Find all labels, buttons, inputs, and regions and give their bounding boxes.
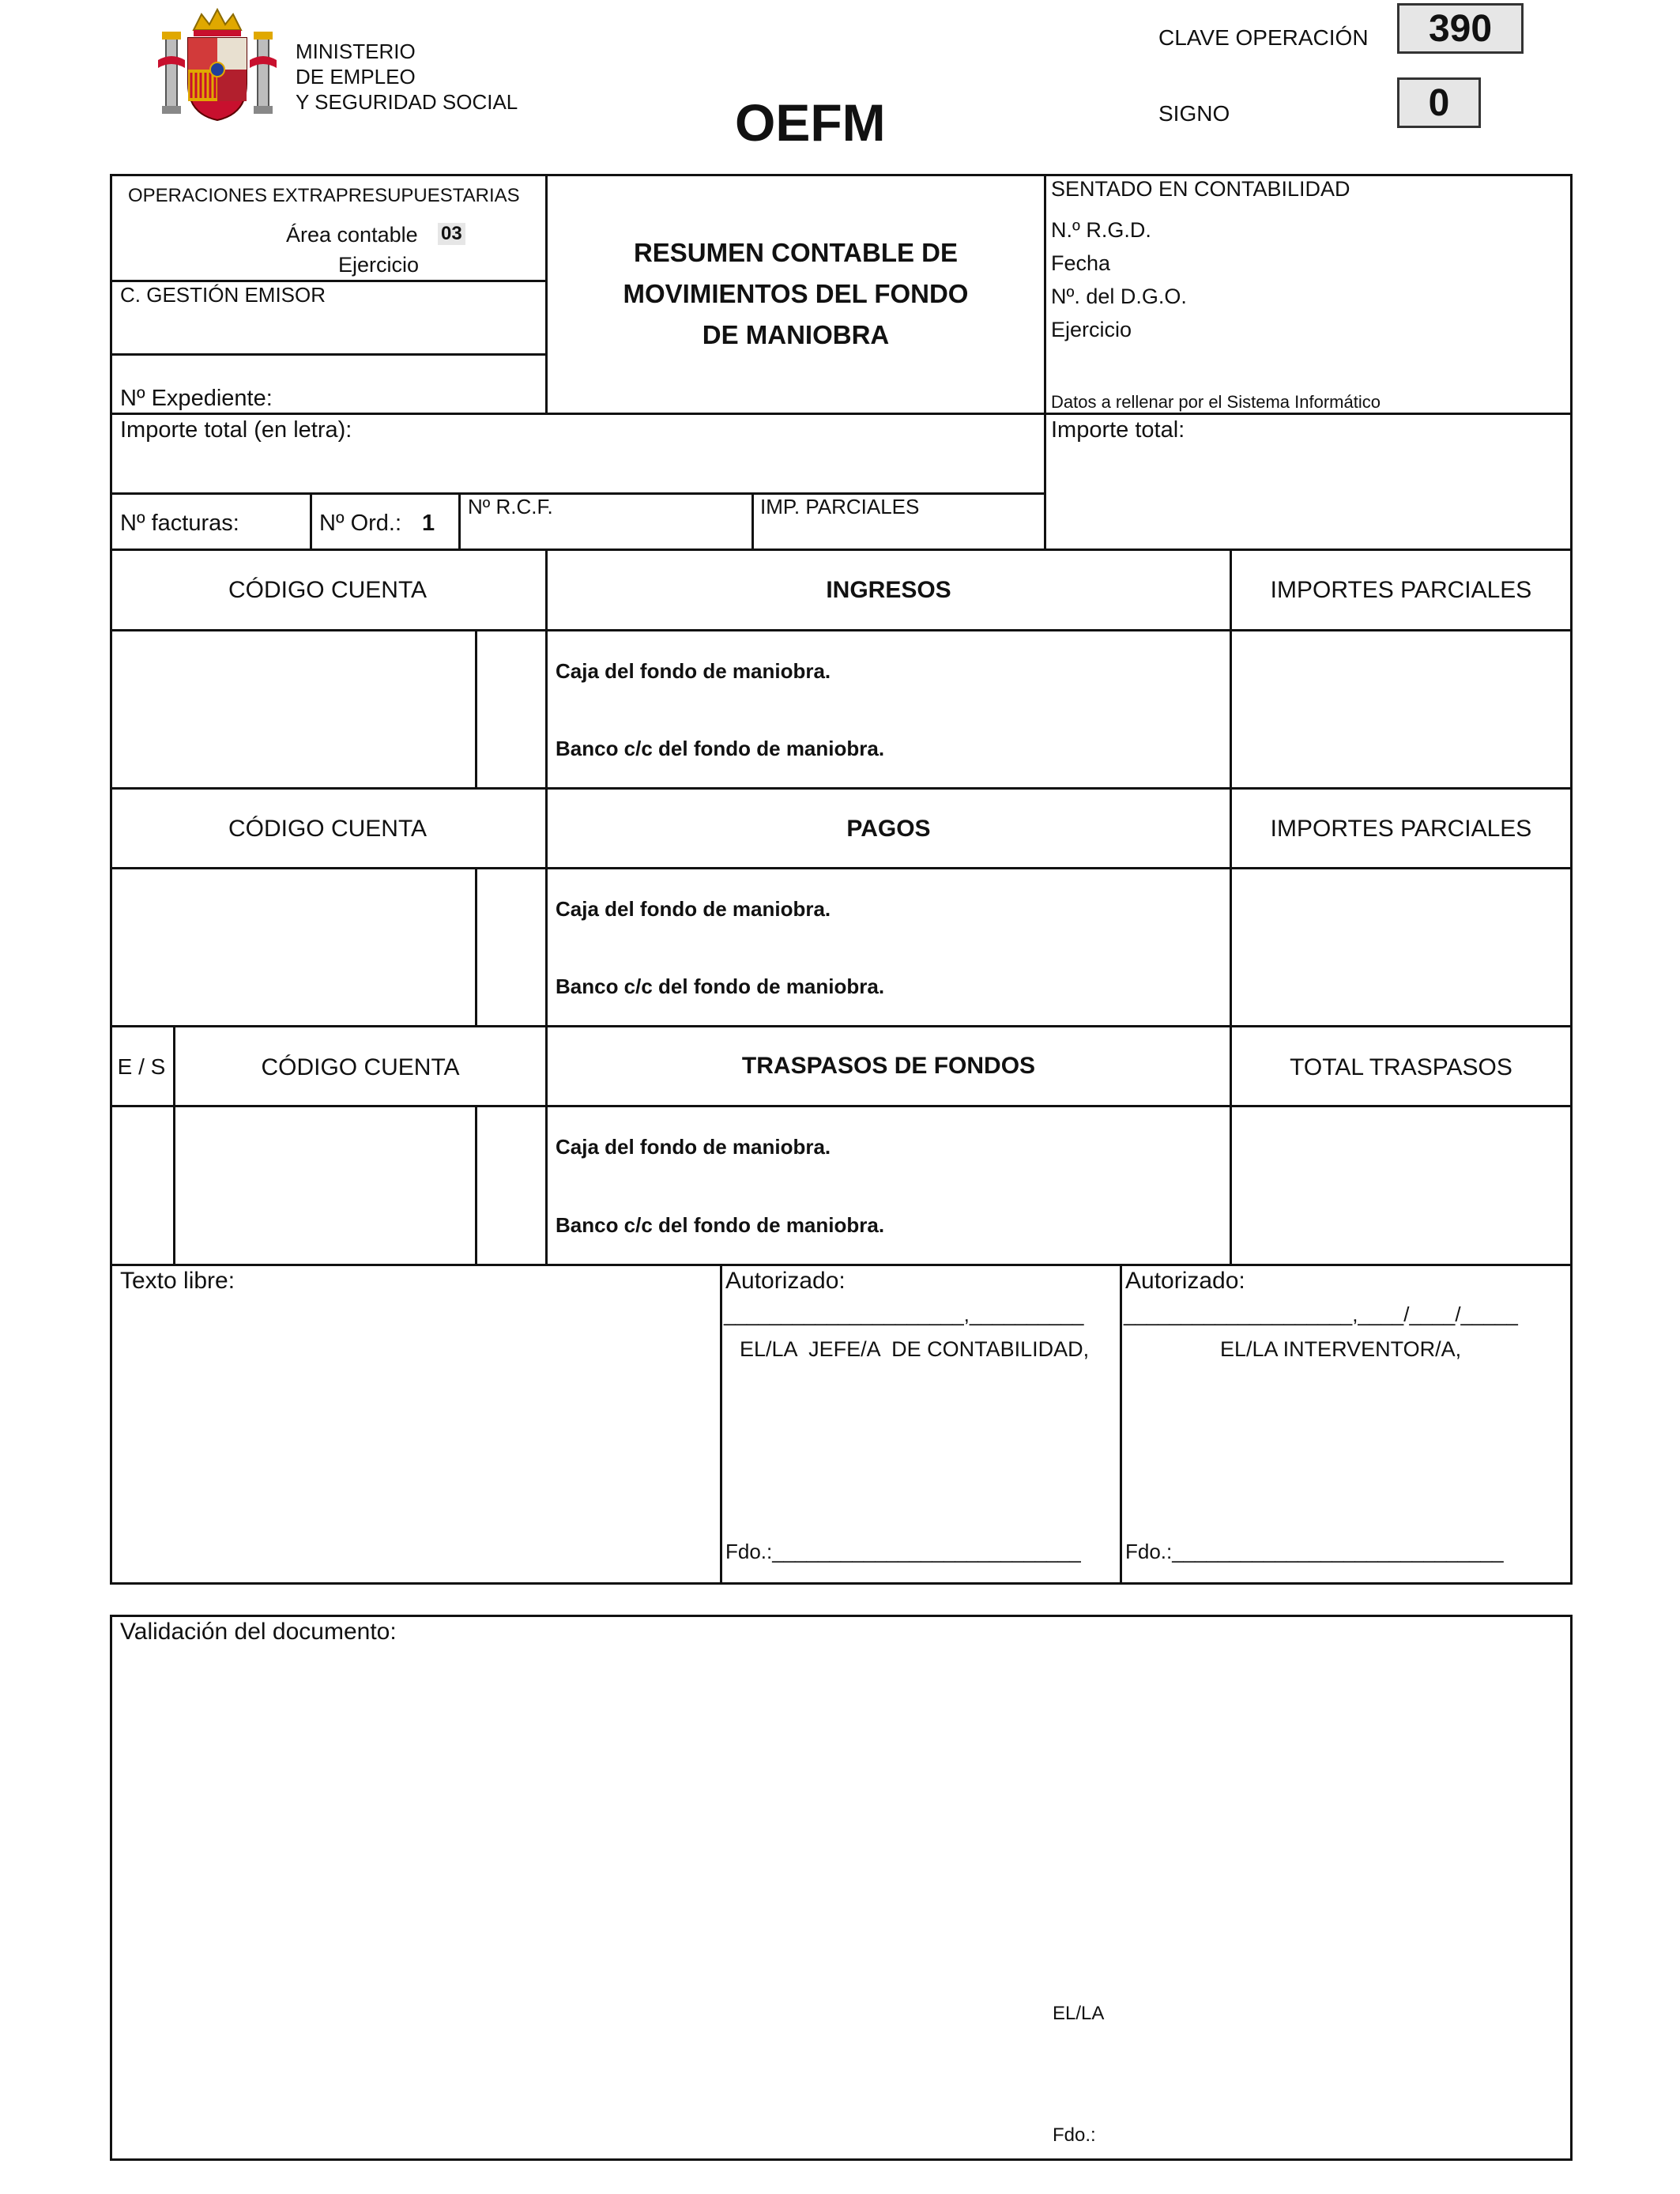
- ingresos-codigo-header: CÓDIGO CUENTA: [228, 577, 428, 603]
- traspasos-es-header: E / S: [117, 1054, 166, 1079]
- ingresos-row-caja: Caja del fondo de maniobra.: [556, 659, 831, 683]
- traspasos-header: TRASPASOS DE FONDOS: [741, 1053, 1036, 1079]
- coat-of-arms-icon: [158, 5, 277, 123]
- autorizado-1-line: _____________________,__________: [724, 1302, 1084, 1326]
- importe-total-label: Importe total:: [1051, 417, 1185, 443]
- form-title-line-1: RESUMEN CONTABLE DE: [633, 238, 959, 267]
- pagos-codigo-header: CÓDIGO CUENTA: [228, 816, 428, 842]
- coat-of-arms-logo: [158, 5, 277, 123]
- pagos-row-banco: Banco c/c del fondo de maniobra.: [556, 974, 885, 998]
- traspasos-row-caja: Caja del fondo de maniobra.: [556, 1135, 831, 1159]
- form-title-line-2: MOVIMIENTOS DEL FONDO: [623, 279, 969, 308]
- divider: [475, 629, 477, 787]
- traspasos-row-banco: Banco c/c del fondo de maniobra.: [556, 1213, 885, 1237]
- ejercicio-right-label: Ejercicio: [1051, 318, 1132, 341]
- operaciones-label: OPERACIONES EXTRAPRESUPUESTARIAS: [128, 185, 520, 206]
- divider: [458, 492, 461, 550]
- autorizado-2-line: ____________________,____/____/_____: [1124, 1302, 1518, 1326]
- divider: [110, 787, 1573, 790]
- clave-operacion-value: 390: [1397, 3, 1524, 54]
- ejercicio-label: Ejercicio: [338, 253, 420, 277]
- rcf-label: Nº R.C.F.: [468, 495, 553, 518]
- fecha-label: Fecha: [1051, 251, 1111, 275]
- ingresos-header: INGRESOS: [826, 577, 951, 603]
- form-code: OEFM: [735, 93, 886, 152]
- texto-libre-label: Texto libre:: [120, 1268, 235, 1294]
- fdo-2-line: Fdo.:_____________________________: [1125, 1540, 1504, 1563]
- signo-label: SIGNO: [1158, 101, 1230, 126]
- rgd-label: N.º R.G.D.: [1051, 218, 1151, 242]
- divider: [110, 867, 1573, 869]
- imp-parciales-label: IMP. PARCIALES: [760, 495, 920, 518]
- validacion-ella-label: EL/LA: [1053, 2003, 1105, 2024]
- traspasos-total-header: TOTAL TRASPASOS: [1290, 1054, 1512, 1080]
- divider: [110, 1025, 1573, 1027]
- jefe-contabilidad-label: EL/LA JEFE/A DE CONTABILIDAD,: [740, 1337, 1090, 1361]
- divider: [110, 1105, 1573, 1107]
- ord-value: 1: [422, 511, 435, 536]
- divider: [1120, 1264, 1122, 1585]
- validacion-label: Validación del documento:: [120, 1619, 397, 1645]
- validacion-frame: [110, 1615, 1573, 2161]
- ord-label: Nº Ord.:: [319, 511, 402, 536]
- ingresos-row-banco: Banco c/c del fondo de maniobra.: [556, 737, 885, 760]
- divider: [110, 280, 548, 282]
- divider: [110, 353, 548, 356]
- autorizado-2-label: Autorizado:: [1125, 1268, 1245, 1294]
- clave-operacion-label: CLAVE OPERACIÓN: [1158, 25, 1369, 50]
- sentado-label: SENTADO EN CONTABILIDAD: [1051, 177, 1350, 201]
- divider: [475, 867, 477, 1025]
- autorizado-1-label: Autorizado:: [725, 1268, 846, 1294]
- importe-letra-label: Importe total (en letra):: [120, 417, 352, 443]
- area-contable-value: 03: [438, 223, 465, 245]
- datos-sistema-note: Datos a rellenar por el Sistema Informático: [1051, 392, 1381, 412]
- divider: [310, 492, 312, 550]
- divider: [720, 1264, 722, 1585]
- ingresos-importes-header: IMPORTES PARCIALES: [1270, 577, 1532, 603]
- dgo-label: Nº. del D.G.O.: [1051, 285, 1187, 308]
- gestion-emisor-label: C. GESTIÓN EMISOR: [120, 283, 326, 307]
- fdo-1-line: Fdo.:___________________________: [725, 1540, 1081, 1563]
- pagos-importes-header: IMPORTES PARCIALES: [1270, 816, 1532, 842]
- signo-value: 0: [1397, 77, 1481, 128]
- divider: [110, 1264, 1573, 1266]
- form-title-line-3: DE MANIOBRA: [702, 320, 890, 349]
- expediente-label: Nº Expediente:: [120, 386, 273, 411]
- validacion-fdo-label: Fdo.:: [1053, 2124, 1096, 2146]
- ministry-line-3: Y SEGURIDAD SOCIAL: [296, 90, 518, 114]
- interventor-label: EL/LA INTERVENTOR/A,: [1220, 1337, 1462, 1361]
- area-contable-label: Área contable: [286, 223, 418, 247]
- pagos-header: PAGOS: [846, 816, 931, 842]
- traspasos-codigo-header: CÓDIGO CUENTA: [261, 1054, 460, 1080]
- ministry-line-1: MINISTERIO: [296, 40, 416, 63]
- divider: [751, 492, 754, 550]
- pagos-row-caja: Caja del fondo de maniobra.: [556, 897, 831, 921]
- divider: [110, 629, 1573, 631]
- divider: [110, 413, 1573, 415]
- facturas-label: Nº facturas:: [120, 511, 239, 536]
- divider: [475, 1105, 477, 1264]
- main-form-frame: [110, 174, 1573, 1585]
- ministry-line-2: DE EMPLEO: [296, 65, 416, 89]
- divider: [110, 548, 1573, 551]
